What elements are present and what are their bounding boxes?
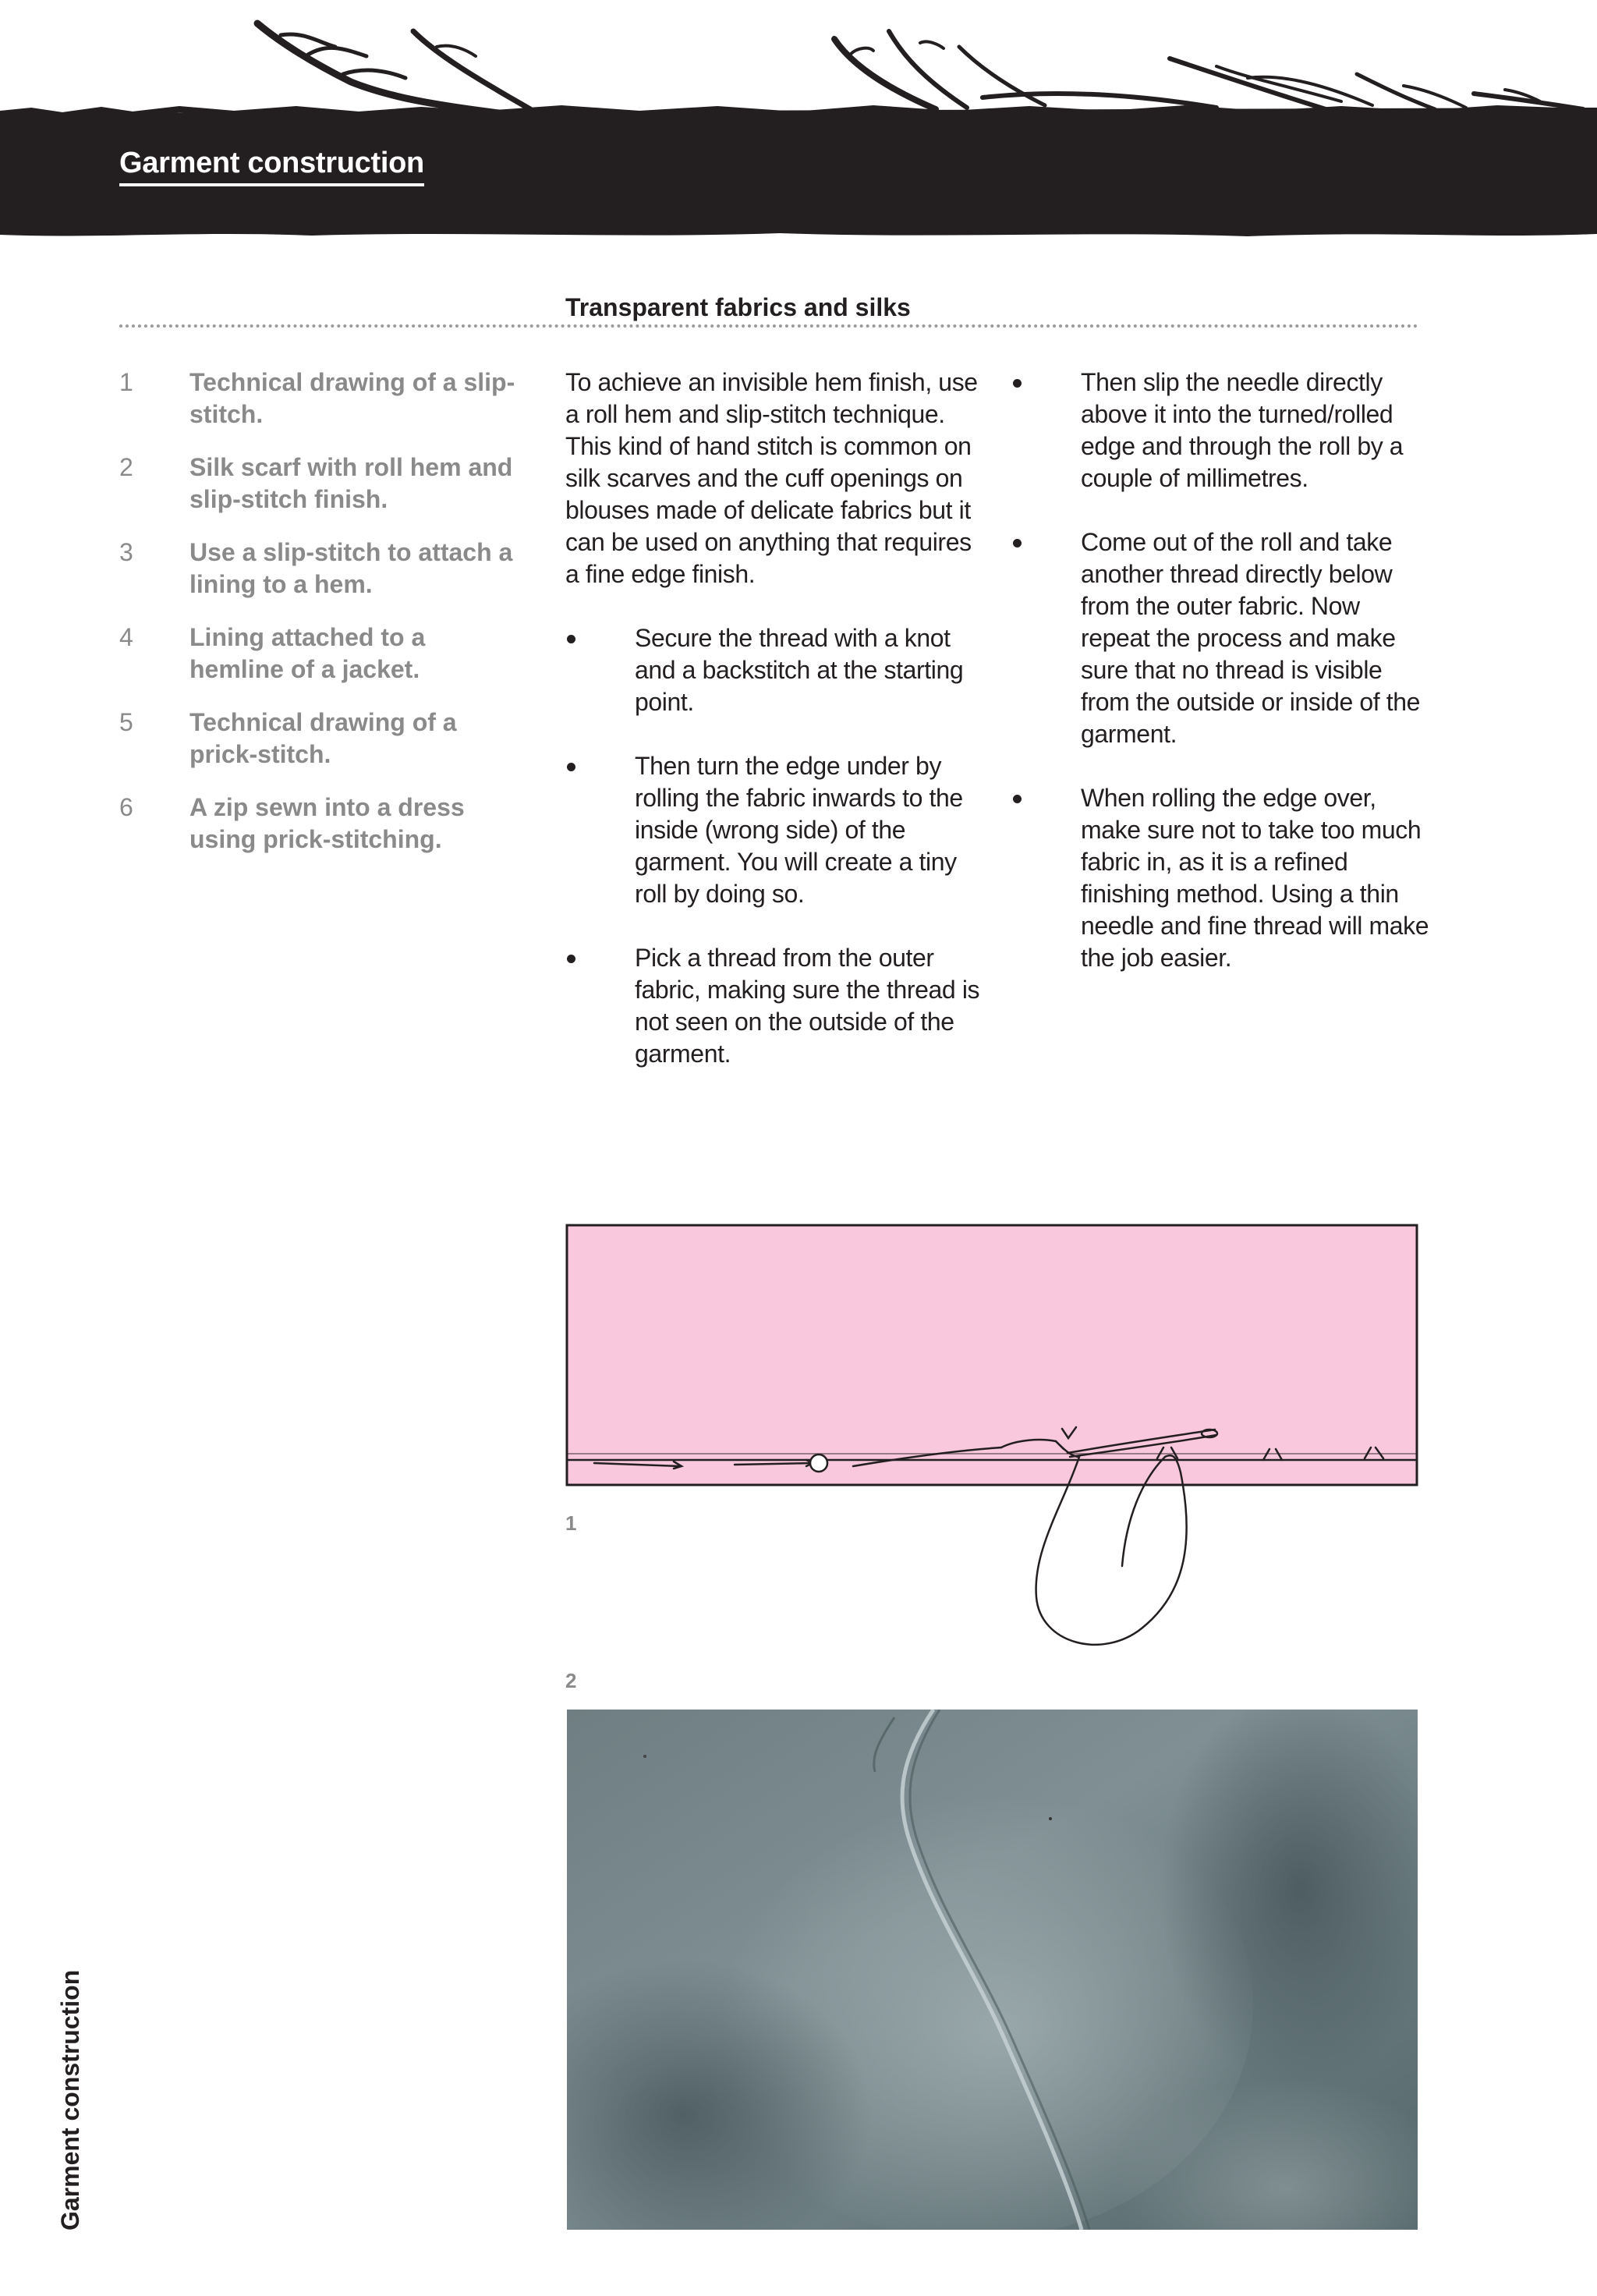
body-column-middle — [565, 367, 986, 1102]
figure-2-label: 2 — [565, 1669, 577, 1692]
caption-text: Use a slip-stitch to attach a lining to a hem. — [189, 538, 513, 598]
caption-number: 4 — [119, 623, 133, 651]
side-running-title: Garment construction — [56, 1969, 84, 2230]
slip-stitch-drawing — [565, 1223, 1419, 1691]
bullet-item — [565, 942, 986, 1070]
bullet-text: Then slip the needle directly above it into the turned/rolled edge and through the roll by a couple of millimetres. — [1081, 368, 1404, 492]
intro-paragraph: To achieve an invisible hem finish, use a roll hem and slip-stitch technique. This kind of hand stitch is common on silk scarves and the cuff openings on blouses made of delicate fabrics but it can be used on anything that requires a fine edge finish. — [565, 368, 978, 588]
header-band — [0, 0, 1597, 250]
silk-scarf-photo — [567, 1710, 1418, 2230]
caption-text: A zip sewn into a dress using prick-stitching. — [189, 793, 465, 853]
bullet-text: Secure the thread with a knot and a backstitch at the starting point. — [635, 624, 964, 716]
bullet-text: Then turn the edge under by rolling the fabric inwards to the inside (wrong side) of the garment. You will create a tiny roll by doing so. — [635, 752, 963, 908]
bullet-icon — [1011, 526, 1081, 750]
bullet-text: Pick a thread from the outer fabric, making sure the thread is not seen on the outside of the garment. — [635, 944, 980, 1068]
header-title: Garment construction — [119, 147, 424, 186]
bullet-item — [565, 622, 986, 718]
caption-number: 1 — [119, 368, 133, 396]
section-heading: Transparent fabrics and silks — [565, 293, 911, 321]
caption-text: Lining attached to a hemline of a jacket. — [189, 623, 426, 683]
caption-text: Technical drawing of a slip-stitch. — [189, 368, 515, 428]
caption-item — [119, 792, 525, 856]
bullet-text: Come out of the roll and take another thread directly below from the outer fabric. Now repeat the process and make sure that no thread is visible from the outside or inside of the garment. — [1081, 528, 1421, 748]
bullet-item — [1011, 367, 1432, 494]
caption-item — [119, 367, 525, 430]
caption-number: 5 — [119, 708, 133, 736]
bullet-icon — [565, 942, 635, 1070]
bullet-item — [1011, 526, 1432, 750]
figure-1-label: 1 — [565, 1511, 577, 1535]
caption-number: 3 — [119, 538, 133, 566]
bullet-item — [565, 750, 986, 910]
caption-number: 6 — [119, 793, 133, 821]
bullet-icon — [565, 622, 635, 718]
bullet-icon — [1011, 782, 1081, 974]
caption-item — [119, 452, 525, 516]
caption-item — [119, 622, 525, 686]
bullet-text: When rolling the edge over, make sure not to take too much fabric in, as it is a refined finishing method. Using a thin needle and fine thread will make the job easier. — [1081, 784, 1429, 972]
caption-item — [119, 537, 525, 601]
dotted-divider — [119, 324, 1418, 328]
body-column-right — [1011, 367, 1432, 1006]
caption-text: Silk scarf with roll hem and slip-stitch finish. — [189, 453, 513, 513]
caption-text: Technical drawing of a prick-stitch. — [189, 708, 457, 768]
caption-item — [119, 707, 525, 771]
figure-captions — [119, 367, 525, 877]
caption-number: 2 — [119, 453, 133, 481]
bullet-item — [1011, 782, 1432, 974]
bullet-icon — [565, 750, 635, 910]
bullet-icon — [1011, 367, 1081, 494]
